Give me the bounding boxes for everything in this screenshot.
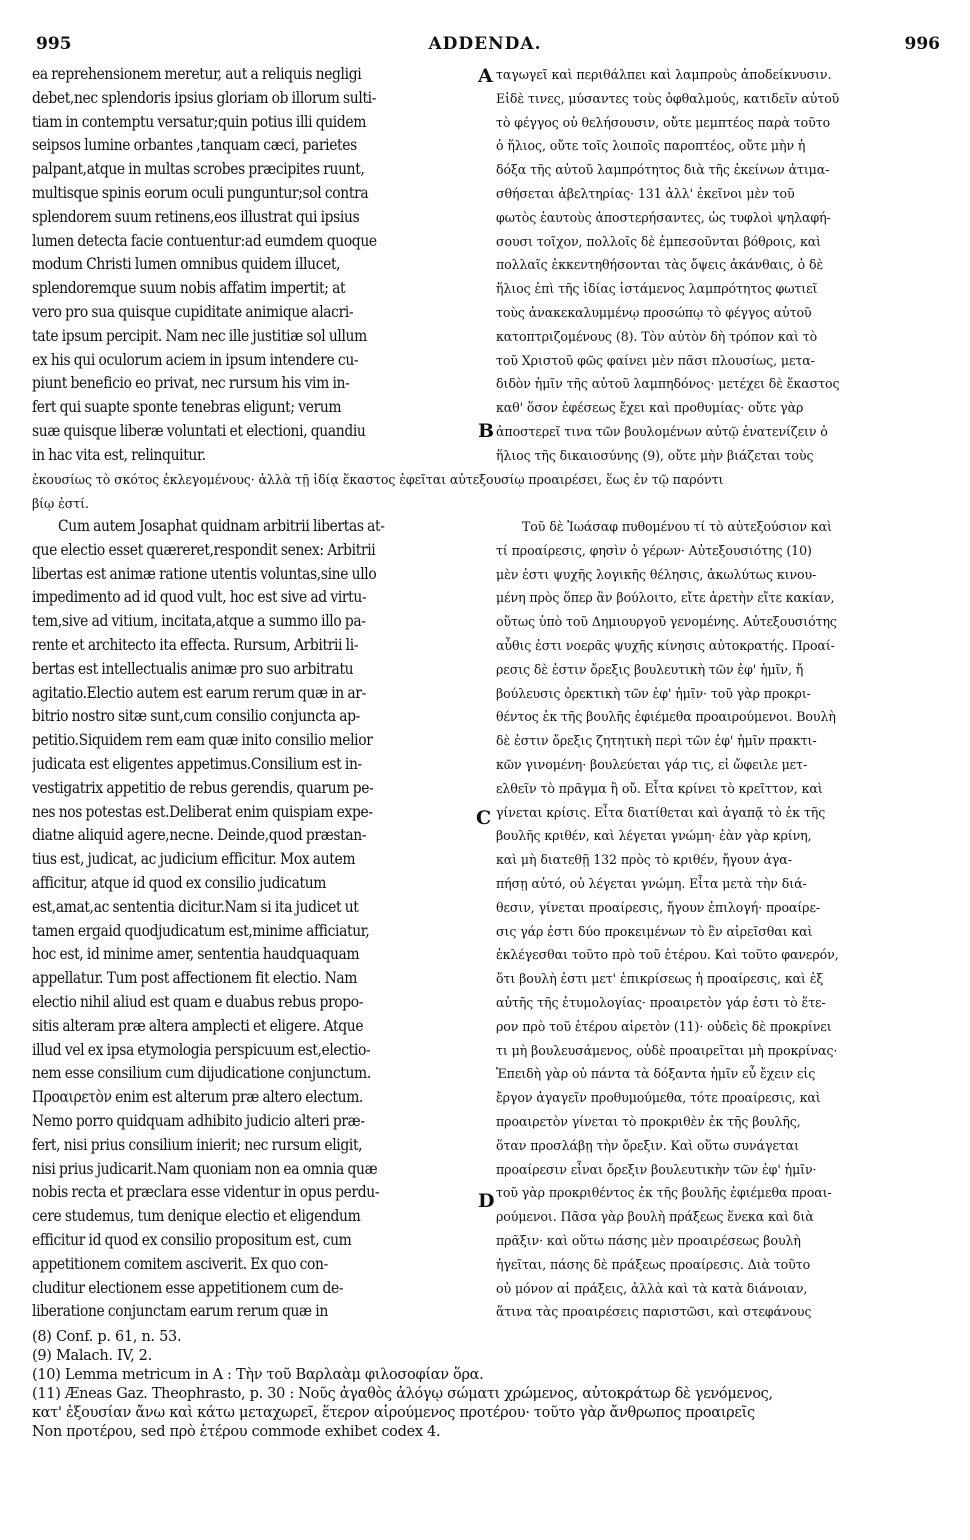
text-line: ἥλιος τῆς δικαιοσύνης (9), οὔτε μὴν βιάζεται τοὺς [496,447,814,463]
text-line: τί προαίρεσις, φησὶν ὁ γέρων· Αὐτεξουσιότης (10) [496,542,812,558]
text-line: libertas est animæ ratione utentis voluntas,sine ullo [32,564,377,583]
text-line: Προαιρετὸν enim est alterum præ altero electum. [32,1088,364,1107]
text-line: judicata est eligentes appetimus.Consilium est in- [32,754,362,773]
footnote-line: (9) Malach. IV, 2. [32,1348,152,1364]
text-line: κατοπτριζομένους (8). Τὸν αὐτὸν δὴ τρόπον καὶ τὸ [496,328,818,344]
text-line: ελθεῖν τὸ πρᾶγμα ἢ οὔ. Εἶτα κρίνει τὸ κρεῖττον, καὶ [496,780,823,796]
text-line: ὁ ἥλιος, οὔτε τοῖς λοιποῖς παροπτέος, οὔτε μὴν ἡ [496,138,806,154]
text-line: ρούμενοι. Πᾶσα γὰρ βουλὴ πράξεως ἕνεκα καὶ διὰ [496,1209,814,1225]
text-line: οὕτως ὑπὸ τοῦ Δημιουργοῦ γενομένης. Αὐτεξουσιότης [496,614,837,630]
text-line: Τοῦ δὲ Ἰωάσαφ πυθομένου τί τὸ αὐτεξούσιον καὶ [522,519,832,534]
footnote-line: κατ' ἐξουσίαν ἄνω καὶ κάτω μεταχωρεῖ, ἕτερον αἱρούμενος προτέρου· τοῦτο γὰρ ἄνθρωπος προαιρεῖς [32,1405,755,1421]
margin-marker-b: B [478,420,495,442]
text-line: θέντος ἐκ τῆς βουλῆς ἐφιέμεθα προαιρούμενοι. Βουλὴ [496,709,836,725]
text-line: tem,sive ad vitium, incitata,atque a summo illo pa- [32,612,366,631]
text-line: nes nos potestas est.Deliberat enim quispiam expe- [32,802,373,821]
text-line: splendoremque suum nobis affatim impertit; at [32,279,346,298]
text-line: αὐτῆς τῆς ἐτυμολογίας· προαιρετὸν γάρ ἐστι τὸ ἕτε- [496,994,826,1010]
text-line: ex his qui oculorum aciem in ipsum intendere cu- [32,350,359,369]
text-line: τοῦ γὰρ προκριθέντος ἐκ τῆς βουλῆς ἐφιέμεθα προαι- [496,1185,832,1201]
text-line: illud vel ex ipsa etymologia perspicuum est,electio- [32,1040,371,1059]
text-line: ἀποστερεῖ τινα τῶν βουλομένων αὐτῷ ἐνατενίζειν ὁ [496,423,828,439]
text-line: τοὺς ἀνακεκαλυμμένῳ προσώπῳ τὸ φέγγος αὐτοῦ [496,304,812,320]
text-line: πολλαῖς ἐκκεντηθήσονται τὰς ὄψεις ἀκάνθαις, ὁ δὲ [496,257,824,273]
text-line: τι μὴ βουλευσάμενος, οὐδὲ προαιρεῖται μὴ προκρίνας· [496,1042,838,1058]
text-line: φωτὸς ἑαυτοὺς ἀποστερήσαντες, ὡς τυφλοὶ ψηλαφή- [496,209,831,225]
text-line: ἔργον ἀγαγεῖν προθυμούμεθα, τότε προαίρεσις, καὶ [496,1090,821,1106]
text-line: liberatione conjunctam earum rerum quæ in [32,1302,328,1321]
text-line: καὶ μὴ διατεθῇ 132 πρὸς τὸ κριθέν, ἤγουν ἀγα- [496,852,792,868]
footnotes [32,1328,937,1442]
greek-column-bottom [496,515,936,1324]
text-line: ρον πρὸ τοῦ ἑτέρου αἱρετὸν (11)· οὐδεὶς δὲ προκρίνει [496,1018,832,1034]
text-line: tiam in contemptu versatur;quin potius illi quidem [32,112,367,131]
latin-column-top [32,63,470,468]
text-line: piunt beneficio eo privat, nec rursum his vim in- [32,374,350,393]
footnote-line: (11) Æneas Gaz. Theophrasto, p. 30 : Νοῦς ἀγαθὸς ἀλόγῳ σώματι χρώμενος, αὐτοκράτωρ δὲ γενόμενος, [32,1386,773,1402]
text-line: ἅτινα τὰς προαιρέσεις παριστῶσι, καὶ στεφάνους [496,1304,812,1320]
text-line: tate ipsum percipit. Nam nec ille justitiæ sol ullum [32,326,367,345]
text-line: ἐκλέγεσθαι τοῦτο πρὸ τοῦ ἑτέρου. Καὶ τοῦτο φανερόν, [496,947,839,963]
text-line: vero pro sua quisque cupiditate animique alacri- [32,302,354,321]
text-line: efficitur id quod ex consilio propositum est, cum [32,1230,352,1249]
text-line: Ἐπειδὴ γὰρ οὐ πάντα τὰ δόξαντα ἡμῖν εὖ ἔχειν εἰς [496,1066,816,1082]
text-line: μένη πρὸς ὅπερ ἂν βούλοιτο, εἴτε ἀρετὴν εἴτε κακίαν, [496,590,835,606]
margin-marker-a: A [478,65,493,87]
greek-spanning-lines [32,468,937,516]
page-title: ADDENDA. [428,34,542,54]
text-line: palpant,atque in multas scrobes præcipites ruunt, [32,160,365,179]
footnote-line: (10) Lemma metricum in A : Τὴν τοῦ Βαρλαὰμ φιλοσοφίαν ὅρα. [32,1367,484,1383]
text-line: ρεσις δὲ ἐστιν ὄρεξις βουλευτικὴ τῶν ἐφ' ἡμῖν, ἤ [496,661,804,677]
text-line: nem esse consilium cum dijudicatione conjunctum. [32,1064,371,1083]
text-line: θεσιν, γίνεται προαίρεσις, ἤγουν ἐπιλογή· προαίρε- [496,899,821,915]
text-line: ὅταν προσλάβῃ τὴν ὄρεξιν. Καὶ οὕτω συνάγεται [496,1137,799,1153]
text-line: Cum autem Josaphat quidnam arbitrii libertas at- [58,517,385,535]
text-line: bertas est intellectualis animæ pro suo arbitratu [32,659,354,678]
text-line: que electio esset quæreret,respondit senex: Arbitrii [32,540,376,559]
margin-marker-d: D [478,1190,495,1212]
text-line: lumen detecta facie contuentur:ad eumdem quoque [32,231,377,250]
text-line: οὐ μόνον αἱ πράξεις, ἀλλὰ καὶ τὰ κατὰ διάνοιαν, [496,1280,808,1296]
text-line: δὲ ἐστιν ὄρεξις ζητητικὴ περὶ τῶν ἐφ' ἡμῖν πρακτι- [496,733,817,749]
text-line: impedimento ad id quod vult, hoc est sive ad virtu- [32,588,367,607]
text-line: petitio.Siquidem rem eam quæ inito consilio melior [32,731,373,750]
text-line: ἡγεῖται, πάσης δὲ πράξεως προαίρεσις. Διὰ τοῦτο [496,1256,811,1272]
text-line: seipsos lumine orbantes ,tanquam cæci, parietes [32,136,357,155]
text-line: electio nihil aliud est quam e duabus rebus propo- [32,992,364,1011]
text-line: σουσι τοῖχον, πολλοῖς δὲ ἐμπεσοῦνται βόθροις, καὶ [496,233,821,249]
greek-column-top [496,63,936,468]
text-line: πήσῃ αὐτό, οὐ λέγεται γνώμη. Εἶτα μετὰ τὴν διά- [496,875,807,891]
text-line: agitatio.Electio autem est earum rerum quæ in ar- [32,683,366,702]
text-line: κῶν γινομένη· βουλεύεται γάρ τις, εἰ ὤφειλε μετ- [496,756,808,772]
text-line: fert qui suapte sponte tenebras eligunt; verum [32,398,342,417]
text-line: τὸ φέγγος οὐ θελήσουσιν, οὔτε μεμπτέος παρὰ τοῦτο [496,114,831,130]
text-line: appellatur. Tum post affectionem fit electio. Nam [32,969,358,988]
text-line: προαίρεσιν εἶναι ὄρεξιν βουλευτικὴν τῶν ἐφ' ἡμῖν· [496,1161,817,1177]
text-line: suæ quisque liberæ voluntati et electioni, quandiu [32,421,366,440]
text-line: πρᾶξιν· καὶ οὕτω πάσης μὲν προαιρέσεως βουλὴ [496,1232,801,1248]
text-line: fert, nisi prius consilium inierit; nec rursum eligit, [32,1135,363,1154]
margin-marker-c: C [476,807,492,829]
text-line: tamen ergaid quodjudicatum est,minime afficiatur, [32,921,370,940]
text-line: afficitur, atque id quod ex consilio judicatum [32,873,327,892]
text-line: hoc est, id minime amer, sententia haudquaquam [32,945,360,964]
text-line: γίνεται κρίσις. Εἶτα διατίθεται καὶ ἀγαπᾷ τὸ ἐκ τῆς [496,804,826,820]
text-line: Εἰδὲ τινες, μύσαντες τοὺς ὀφθαλμούς, κατιδεῖν αὐτοῦ [496,90,840,106]
text-line: αὖθις ἐστι νοερᾶς ψυχῆς κίνησις αὐτοκρατής. Προαί- [496,637,835,653]
text-line: in hac vita est, relinquitur. [32,445,206,464]
text-line: μὲν ἐστι ψυχῆς λογικῆς θέλησις, ἀκωλύτως κινου- [496,566,817,582]
footnote-line: (8) Conf. p. 61, n. 53. [32,1329,182,1345]
page-number-right: 996 [904,34,940,54]
text-line: cere studemus, tum denique electio et eligendum [32,1207,361,1226]
page-number-left: 995 [36,34,72,54]
footnote-line: Non προτέρου, sed πρὸ ἑτέρου commode exhibet codex 4. [32,1424,441,1440]
text-line: δόξα τῆς αὐτοῦ λαμπρότητος διὰ τῆς ἐκείνων ἀτιμα- [496,162,830,178]
text-line: nobis recta et præclara esse videntur in opus perdu- [32,1183,380,1202]
text-line: appetitionem comitem asciverit. Ex quo con- [32,1254,328,1273]
latin-column-bottom [32,515,470,1324]
text-line: splendorem suum retinens,eos illustrat qui ipsius [32,207,360,226]
text-line: nisi prius judicarit.Nam quoniam non ea omnia quæ [32,1159,378,1178]
text-line: βίῳ ἐστί. [32,495,89,511]
text-line: tius est, judicat, ac judicium efficitur. Mox autem [32,850,356,869]
text-line: Nemo porro quidquam adhibito judicio alteri præ- [32,1111,365,1130]
text-line: modum Christi lumen omnibus quidem illucet, [32,255,341,274]
text-line: cluditur electionem esse appetitionem cum de- [32,1278,344,1297]
text-line: bitrio nostro sitæ sunt,cum consilio conjuncta ap- [32,707,361,726]
text-line: ἑκουσίως τὸ σκότος ἐκλεγομένους· ἀλλὰ τῇ ἰδίᾳ ἕκαστος ἐφεῖται αὐτεξουσίῳ προαιρέσει, ἕως ἐν τῷ παρόντι [32,472,724,487]
text-line: ταγωγεῖ καὶ περιθάλπει καὶ λαμπροὺς ἀποδείκνυσιν. [496,67,832,82]
text-line: ὅτι βουλὴ ἐστι μετ' ἐπικρίσεως ἡ προαίρεσις, καὶ ἐξ [496,971,824,987]
text-line: rente et architecto ita effecta. Rursum, Arbitrii li- [32,635,359,654]
text-line: προαιρετὸν γίνεται τὸ προκριθὲν ἐκ τῆς βουλῆς, [496,1113,801,1129]
page-header [0,34,970,64]
text-line: τοῦ Χριστοῦ φῶς φαίνει μὲν πᾶσι πλουσίως, μετα- [496,352,815,368]
text-line: σις γάρ ἐστι δύο προκειμένων τὸ ἓν αἱρεῖσθαι καὶ [496,923,813,939]
text-line: σθήσεται ἀβελτηρίας· 131 ἀλλ' ἐκεῖνοι μὲν τοῦ [496,185,795,201]
text-line: diatne aliquid agere,necne. Deinde,quod præstan- [32,826,367,845]
text-line: διδὸν ἡμῖν τῆς αὐτοῦ λαμπηδόνος· μετέχει δὲ ἕκαστος [496,376,840,392]
text-line: vestigatrix appetitio de rebus gerendis, quarum pe- [32,778,374,797]
text-line: debet,nec splendoris ipsius gloriam ob illorum sulti- [32,88,377,107]
text-line: καθ' ὅσον ἐφέσεως ἔχει καὶ προθυμίας· οὔτε γὰρ [496,400,804,416]
text-line: est,amat,ac sententia dicitur.Nam si ita judicet ut [32,897,359,916]
text-line: multisque spinis eorum oculi punguntur;sol contra [32,183,369,202]
text-line: βουλῆς κριθέν, καὶ λέγεται γνώμη· ἐὰν γὰρ κρίνη, [496,828,812,844]
text-line: ea reprehensionem meretur, aut a reliquis negligi [32,65,362,83]
text-line: βούλευσις ὀρεκτικὴ τῶν ἐφ' ἡμῖν· τοῦ γὰρ προκρι- [496,685,811,701]
text-line: sitis alteram præ altera amplecti et eligere. Atque [32,1016,364,1035]
text-line: ἥλιος ἐπὶ τῆς ἰδίας ἱστάμενος λαμπρότητος φωτιεῖ [496,281,818,297]
